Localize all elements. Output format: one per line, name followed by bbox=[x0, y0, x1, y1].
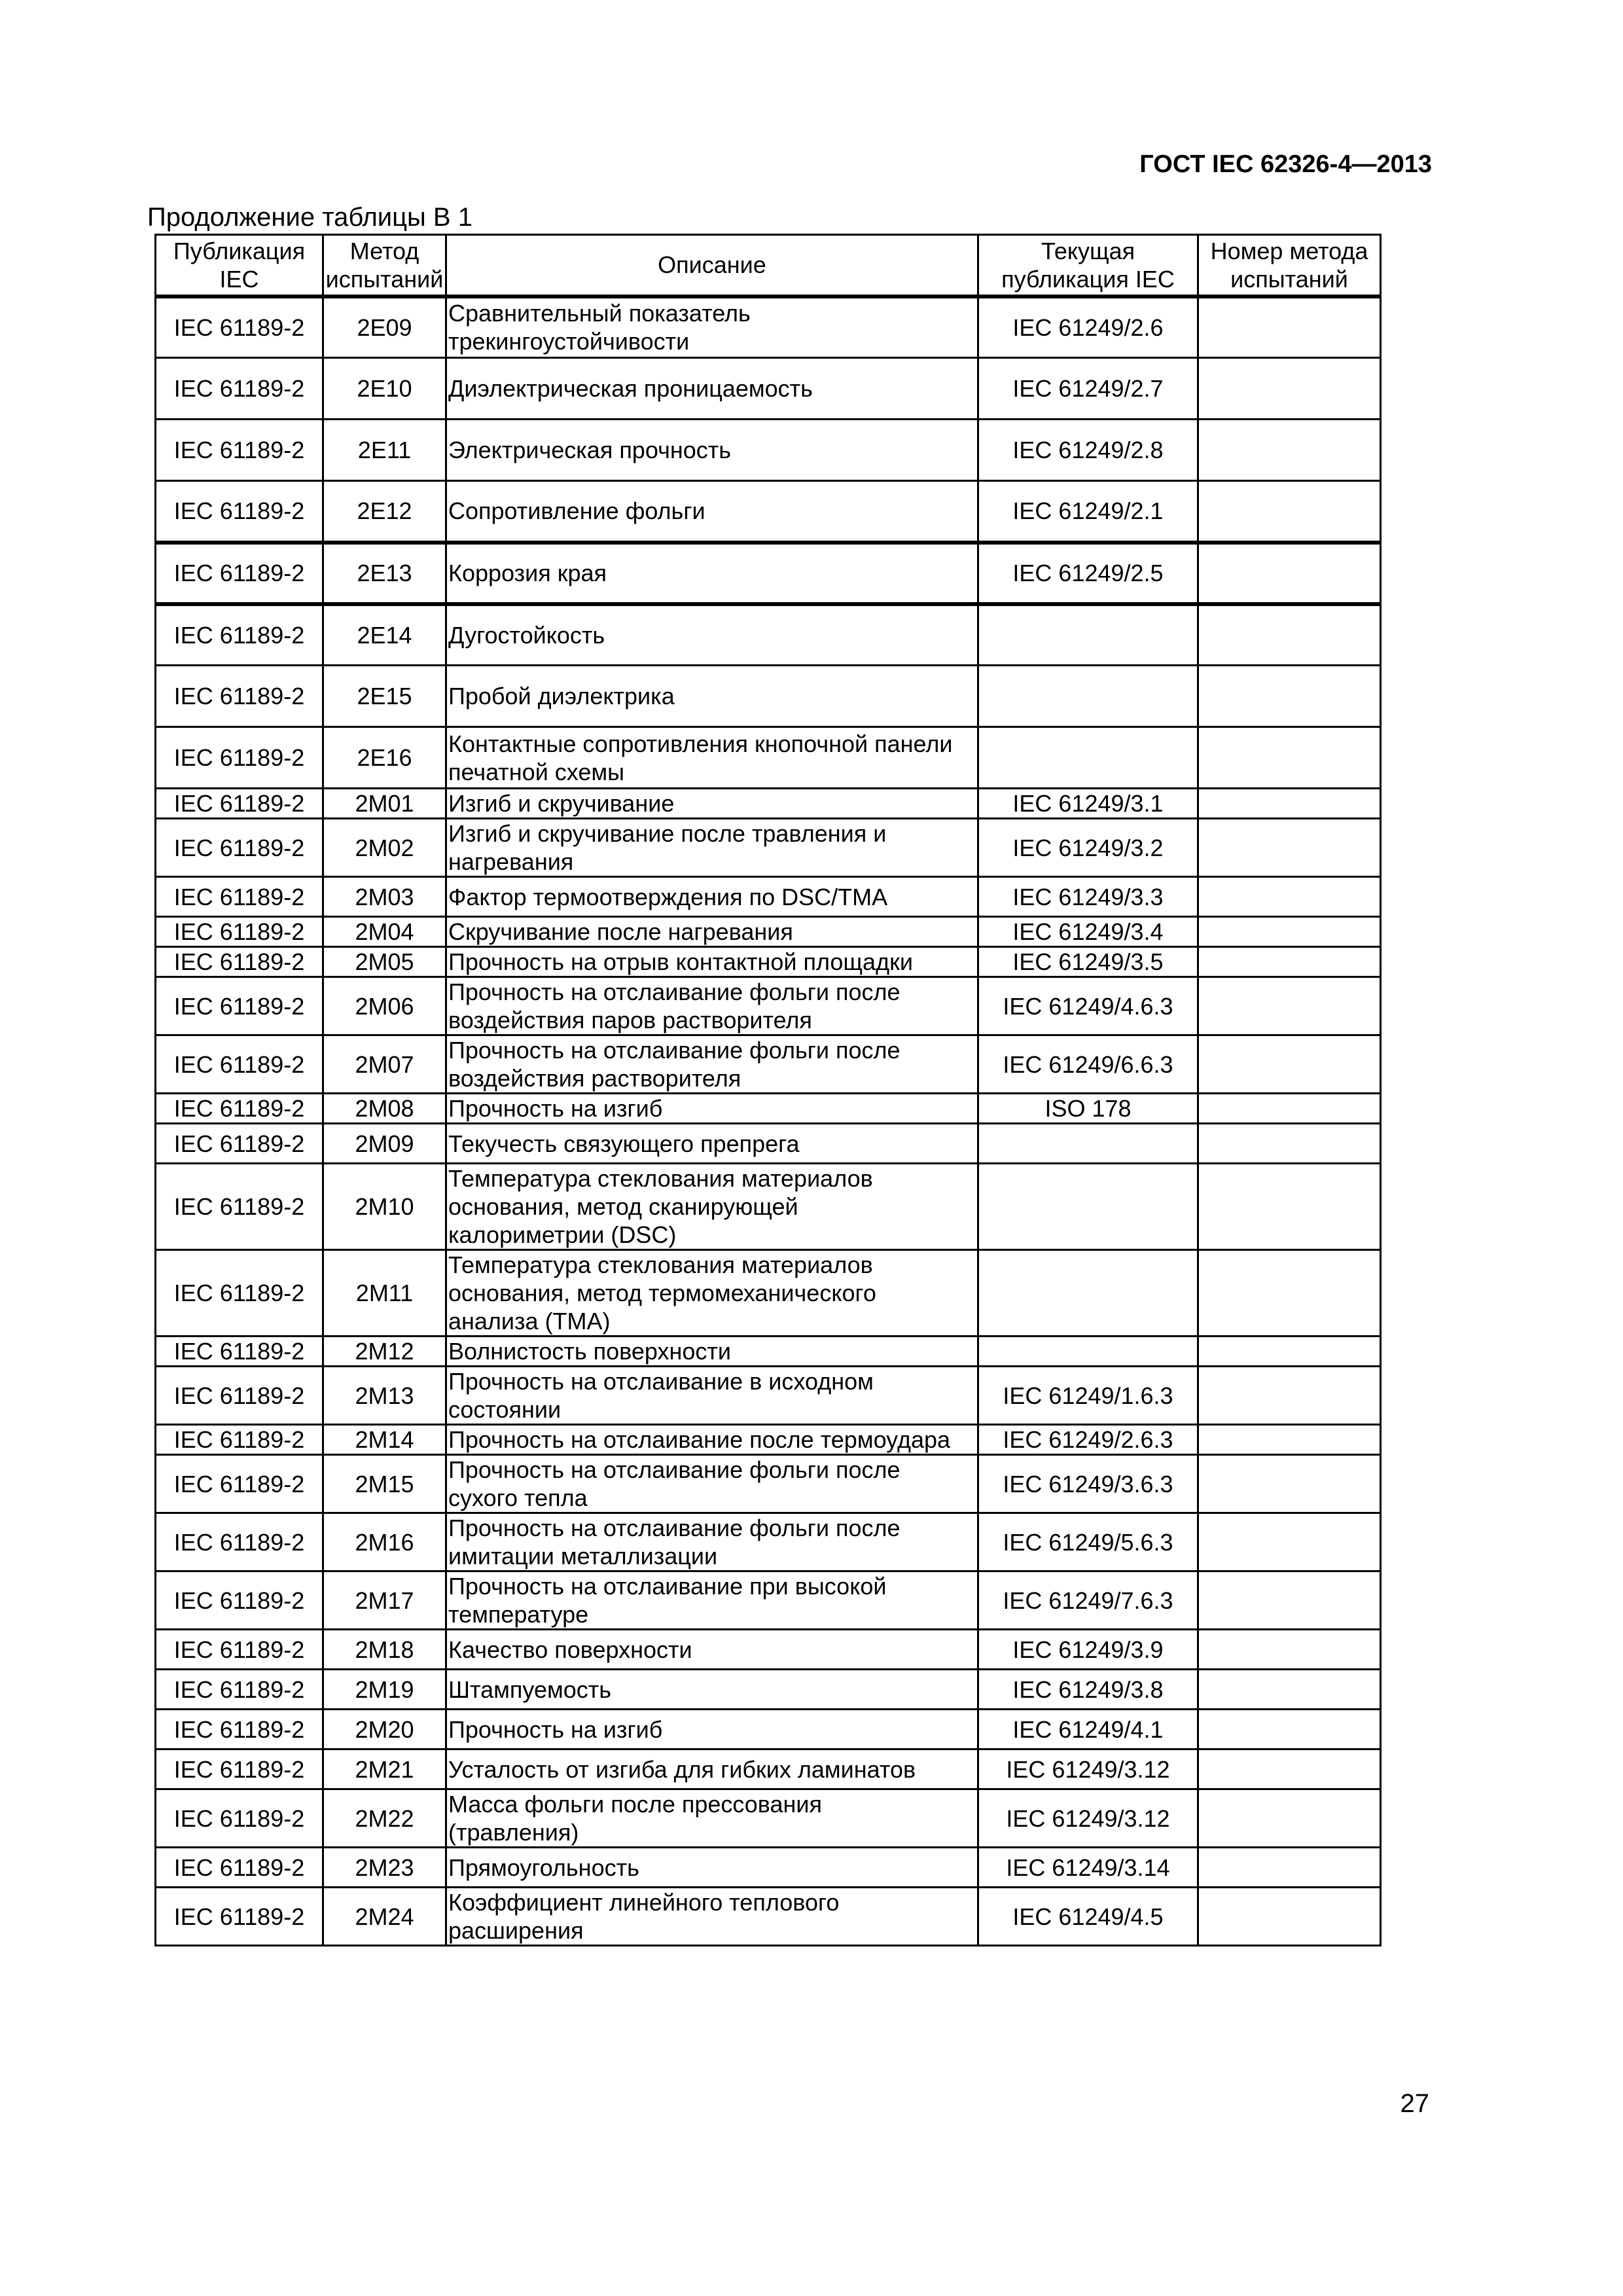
cell-current-publication: IEC 61249/3.2 bbox=[978, 819, 1198, 877]
cell-description bbox=[446, 1513, 978, 1571]
table-row bbox=[156, 819, 1381, 877]
cell-description bbox=[446, 420, 978, 481]
cell-method: 2E11 bbox=[323, 420, 446, 481]
description-line: Прочность на отслаивание фольги после bbox=[448, 1515, 901, 1541]
description-line: Масса фольги после прессования bbox=[448, 1791, 823, 1818]
cell-description bbox=[446, 789, 978, 819]
description-line: состоянии bbox=[448, 1396, 562, 1423]
page-number: 27 bbox=[1400, 2089, 1429, 2118]
description-line: Дугостойкость bbox=[448, 621, 605, 649]
cell-method-number bbox=[1198, 1094, 1381, 1124]
cell-description bbox=[446, 819, 978, 877]
table-row bbox=[156, 1710, 1381, 1749]
description-line: Сравнительный показатель bbox=[448, 300, 751, 327]
cell-description bbox=[446, 1124, 978, 1164]
table-row bbox=[156, 1513, 1381, 1571]
cell-current-publication: IEC 61249/1.6.3 bbox=[978, 1367, 1198, 1425]
description-line: Прочность на изгиб bbox=[448, 1715, 663, 1743]
cell-method: 2M06 bbox=[323, 977, 446, 1035]
cell-description bbox=[446, 604, 978, 666]
cell-description bbox=[446, 1035, 978, 1094]
description-line: Изгиб и скручивание bbox=[448, 790, 675, 817]
table-row bbox=[156, 296, 1381, 358]
table-row bbox=[156, 947, 1381, 977]
cell-description bbox=[446, 1630, 978, 1670]
description-line: (травления) bbox=[448, 1819, 579, 1846]
table-row bbox=[156, 1250, 1381, 1336]
cell-publication: IEC 61189-2 bbox=[156, 1888, 323, 1946]
cell-method: 2M01 bbox=[323, 789, 446, 819]
table-row bbox=[156, 358, 1381, 420]
table-row bbox=[156, 1455, 1381, 1513]
cell-method-number bbox=[1198, 1250, 1381, 1336]
cell-method: 2M22 bbox=[323, 1789, 446, 1848]
cell-method: 2M24 bbox=[323, 1888, 446, 1946]
description-line: основания, метод сканирующей bbox=[448, 1193, 798, 1220]
cell-method: 2M17 bbox=[323, 1571, 446, 1630]
cell-method-number bbox=[1198, 947, 1381, 977]
cell-method: 2M10 bbox=[323, 1164, 446, 1250]
description-line: имитации металлизации bbox=[448, 1543, 718, 1570]
cell-method: 2M13 bbox=[323, 1367, 446, 1425]
cell-current-publication: ISO 178 bbox=[978, 1094, 1198, 1124]
cell-current-publication: IEC 61249/7.6.3 bbox=[978, 1571, 1198, 1630]
table-row bbox=[156, 789, 1381, 819]
cell-description bbox=[446, 917, 978, 947]
cell-description bbox=[446, 1455, 978, 1513]
description-line: Изгиб и скручивание после травления и bbox=[448, 820, 887, 847]
table-row bbox=[156, 1336, 1381, 1367]
cell-description bbox=[446, 1094, 978, 1124]
cell-publication: IEC 61189-2 bbox=[156, 1789, 323, 1848]
cell-description bbox=[446, 1250, 978, 1336]
description-line: Температура стеклования материалов bbox=[448, 1251, 873, 1278]
description-line: Сопротивление фольги bbox=[448, 497, 705, 525]
cell-current-publication bbox=[978, 604, 1198, 666]
cell-current-publication bbox=[978, 1336, 1198, 1367]
cell-method-number bbox=[1198, 917, 1381, 947]
description-line: нагревания bbox=[448, 848, 574, 875]
cell-current-publication: IEC 61249/4.1 bbox=[978, 1710, 1198, 1749]
description-line: Прочность на отслаивание фольги после bbox=[448, 978, 901, 1005]
cell-current-publication: IEC 61249/3.6.3 bbox=[978, 1455, 1198, 1513]
description-line: трекингоустойчивости bbox=[448, 328, 690, 355]
description-line: Пробой диэлектрика bbox=[448, 683, 675, 709]
description-line: Прямоугольность bbox=[448, 1854, 639, 1881]
col-header-method-number: Номер метода испытаний bbox=[1198, 235, 1381, 296]
description-line: анализа (TMA) bbox=[448, 1308, 611, 1335]
cell-method-number bbox=[1198, 1035, 1381, 1094]
description-line: Текучесть связующего препрега bbox=[448, 1130, 800, 1157]
table-row bbox=[156, 1848, 1381, 1888]
cell-method-number bbox=[1198, 1630, 1381, 1670]
cell-current-publication: IEC 61249/3.12 bbox=[978, 1749, 1198, 1789]
cell-method-number bbox=[1198, 543, 1381, 604]
cell-method-number bbox=[1198, 877, 1381, 917]
cell-current-publication bbox=[978, 727, 1198, 789]
cell-publication: IEC 61189-2 bbox=[156, 1124, 323, 1164]
cell-publication: IEC 61189-2 bbox=[156, 1848, 323, 1888]
cell-description bbox=[446, 1571, 978, 1630]
cell-publication: IEC 61189-2 bbox=[156, 1367, 323, 1425]
table-row bbox=[156, 1789, 1381, 1848]
cell-publication: IEC 61189-2 bbox=[156, 1250, 323, 1336]
cell-description bbox=[446, 1425, 978, 1455]
cell-method-number bbox=[1198, 1455, 1381, 1513]
cell-method: 2M14 bbox=[323, 1425, 446, 1455]
cell-method-number bbox=[1198, 420, 1381, 481]
cell-method-number bbox=[1198, 819, 1381, 877]
table-row bbox=[156, 877, 1381, 917]
cell-publication: IEC 61189-2 bbox=[156, 977, 323, 1035]
cell-method-number bbox=[1198, 789, 1381, 819]
cell-method-number bbox=[1198, 1425, 1381, 1455]
cell-publication: IEC 61189-2 bbox=[156, 1749, 323, 1789]
cell-description bbox=[446, 727, 978, 789]
cell-publication: IEC 61189-2 bbox=[156, 1336, 323, 1367]
table-row bbox=[156, 1630, 1381, 1670]
cell-current-publication bbox=[978, 1164, 1198, 1250]
description-line: воздействия растворителя bbox=[448, 1065, 741, 1092]
cell-publication: IEC 61189-2 bbox=[156, 543, 323, 604]
cell-description bbox=[446, 977, 978, 1035]
cell-method-number bbox=[1198, 1749, 1381, 1789]
cell-method: 2E09 bbox=[323, 296, 446, 358]
cell-current-publication: IEC 61249/3.14 bbox=[978, 1848, 1198, 1888]
col-header-method: Метод испытаний bbox=[323, 235, 446, 296]
col-header-current-publication: Текущая публикация IEC bbox=[978, 235, 1198, 296]
cell-description bbox=[446, 877, 978, 917]
cell-current-publication bbox=[978, 1250, 1198, 1336]
cell-description bbox=[446, 358, 978, 420]
table-row bbox=[156, 1888, 1381, 1946]
cell-description bbox=[446, 1367, 978, 1425]
description-line: Штампуемость bbox=[448, 1676, 611, 1703]
cell-publication: IEC 61189-2 bbox=[156, 296, 323, 358]
cell-method: 2M16 bbox=[323, 1513, 446, 1571]
table-row bbox=[156, 1164, 1381, 1250]
cell-publication: IEC 61189-2 bbox=[156, 877, 323, 917]
cell-publication: IEC 61189-2 bbox=[156, 1630, 323, 1670]
cell-publication: IEC 61189-2 bbox=[156, 481, 323, 543]
col-header-description: Описание bbox=[446, 235, 978, 296]
table-row bbox=[156, 1670, 1381, 1710]
cell-method: 2M05 bbox=[323, 947, 446, 977]
cell-publication: IEC 61189-2 bbox=[156, 666, 323, 727]
cell-current-publication: IEC 61249/3.12 bbox=[978, 1789, 1198, 1848]
cell-publication: IEC 61189-2 bbox=[156, 1035, 323, 1094]
cell-current-publication: IEC 61249/4.5 bbox=[978, 1888, 1198, 1946]
cell-description bbox=[446, 1164, 978, 1250]
description-line: воздействия паров растворителя bbox=[448, 1007, 812, 1033]
cell-method: 2M15 bbox=[323, 1455, 446, 1513]
table-row bbox=[156, 1035, 1381, 1094]
cell-method: 2E14 bbox=[323, 604, 446, 666]
cell-publication: IEC 61189-2 bbox=[156, 789, 323, 819]
cell-current-publication: IEC 61249/3.5 bbox=[978, 947, 1198, 977]
cell-publication: IEC 61189-2 bbox=[156, 1094, 323, 1124]
table-row bbox=[156, 1094, 1381, 1124]
cell-method: 2M08 bbox=[323, 1094, 446, 1124]
cell-current-publication: IEC 61249/2.8 bbox=[978, 420, 1198, 481]
methods-table-container bbox=[154, 234, 1380, 1946]
description-line: сухого тепла bbox=[448, 1484, 588, 1511]
cell-method-number bbox=[1198, 1513, 1381, 1571]
description-line: Электрическая прочность bbox=[448, 437, 731, 463]
description-line: Диэлектрическая проницаемость bbox=[448, 375, 813, 402]
cell-current-publication: IEC 61249/4.6.3 bbox=[978, 977, 1198, 1035]
cell-publication: IEC 61189-2 bbox=[156, 947, 323, 977]
table-row bbox=[156, 977, 1381, 1035]
cell-description bbox=[446, 296, 978, 358]
description-line: калориметрии (DSC) bbox=[448, 1221, 677, 1248]
cell-current-publication: IEC 61249/3.1 bbox=[978, 789, 1198, 819]
table-row bbox=[156, 543, 1381, 604]
methods-table bbox=[154, 234, 1382, 1946]
cell-publication: IEC 61189-2 bbox=[156, 358, 323, 420]
cell-method: 2E15 bbox=[323, 666, 446, 727]
cell-method: 2E16 bbox=[323, 727, 446, 789]
cell-method-number bbox=[1198, 1888, 1381, 1946]
cell-method: 2M03 bbox=[323, 877, 446, 917]
description-line: Температура стеклования материалов bbox=[448, 1165, 873, 1192]
cell-method-number bbox=[1198, 1848, 1381, 1888]
table-body bbox=[156, 296, 1381, 1946]
description-line: Фактор термоотверждения по DSC/TMA bbox=[448, 883, 888, 910]
description-line: Прочность на отслаивание после термоудара bbox=[448, 1426, 951, 1453]
cell-current-publication: IEC 61249/5.6.3 bbox=[978, 1513, 1198, 1571]
cell-method: 2M20 bbox=[323, 1710, 446, 1749]
cell-publication: IEC 61189-2 bbox=[156, 1571, 323, 1630]
cell-method-number bbox=[1198, 1789, 1381, 1848]
cell-current-publication: IEC 61249/3.8 bbox=[978, 1670, 1198, 1710]
cell-method: 2E12 bbox=[323, 481, 446, 543]
cell-publication: IEC 61189-2 bbox=[156, 819, 323, 877]
cell-method: 2M21 bbox=[323, 1749, 446, 1789]
table-row bbox=[156, 1124, 1381, 1164]
cell-method: 2M11 bbox=[323, 1250, 446, 1336]
col-header-publication: Публикация IEC bbox=[156, 235, 323, 296]
header-row bbox=[156, 235, 1381, 296]
cell-method-number bbox=[1198, 358, 1381, 420]
cell-current-publication: IEC 61249/3.4 bbox=[978, 917, 1198, 947]
description-line: основания, метод термомеханического bbox=[448, 1280, 876, 1306]
description-line: Прочность на отслаивание фольги после bbox=[448, 1456, 901, 1483]
description-line: Прочность на отрыв контактной площадки bbox=[448, 948, 913, 975]
table-row bbox=[156, 1367, 1381, 1425]
cell-publication: IEC 61189-2 bbox=[156, 1164, 323, 1250]
description-line: Прочность на отслаивание фольги после bbox=[448, 1037, 901, 1064]
cell-publication: IEC 61189-2 bbox=[156, 1670, 323, 1710]
cell-publication: IEC 61189-2 bbox=[156, 1455, 323, 1513]
cell-method: 2M07 bbox=[323, 1035, 446, 1094]
cell-method: 2M19 bbox=[323, 1670, 446, 1710]
cell-method-number bbox=[1198, 1571, 1381, 1630]
cell-method: 2M23 bbox=[323, 1848, 446, 1888]
cell-description bbox=[446, 666, 978, 727]
cell-description bbox=[446, 1888, 978, 1946]
cell-description bbox=[446, 947, 978, 977]
cell-description bbox=[446, 481, 978, 543]
description-line: Качество поверхности bbox=[448, 1636, 692, 1663]
cell-method-number bbox=[1198, 727, 1381, 789]
cell-description bbox=[446, 1670, 978, 1710]
table-row bbox=[156, 1425, 1381, 1455]
cell-method-number bbox=[1198, 977, 1381, 1035]
cell-method: 2M04 bbox=[323, 917, 446, 947]
description-line: Прочность на отслаивание при высокой bbox=[448, 1573, 887, 1600]
cell-publication: IEC 61189-2 bbox=[156, 917, 323, 947]
description-line: расширения bbox=[448, 1917, 584, 1944]
table-row bbox=[156, 1749, 1381, 1789]
cell-publication: IEC 61189-2 bbox=[156, 1710, 323, 1749]
description-line: Скручивание после нагревания bbox=[448, 918, 793, 945]
cell-method: 2E10 bbox=[323, 358, 446, 420]
table-row bbox=[156, 420, 1381, 481]
cell-method-number bbox=[1198, 481, 1381, 543]
cell-description bbox=[446, 1710, 978, 1749]
cell-description bbox=[446, 1749, 978, 1789]
cell-current-publication: IEC 61249/3.3 bbox=[978, 877, 1198, 917]
table-header bbox=[156, 235, 1381, 296]
cell-method-number bbox=[1198, 1367, 1381, 1425]
cell-description bbox=[446, 1789, 978, 1848]
cell-method: 2M09 bbox=[323, 1124, 446, 1164]
cell-current-publication bbox=[978, 1124, 1198, 1164]
table-caption: Продолжение таблицы В 1 bbox=[147, 203, 473, 232]
cell-description bbox=[446, 543, 978, 604]
cell-publication: IEC 61189-2 bbox=[156, 1425, 323, 1455]
cell-method: 2M02 bbox=[323, 819, 446, 877]
cell-publication: IEC 61189-2 bbox=[156, 1513, 323, 1571]
cell-method-number bbox=[1198, 1124, 1381, 1164]
table-row bbox=[156, 917, 1381, 947]
cell-publication: IEC 61189-2 bbox=[156, 420, 323, 481]
table-row bbox=[156, 481, 1381, 543]
table-row bbox=[156, 727, 1381, 789]
cell-current-publication: IEC 61249/2.1 bbox=[978, 481, 1198, 543]
description-line: Коэффициент линейного теплового bbox=[448, 1889, 840, 1916]
cell-current-publication: IEC 61249/2.7 bbox=[978, 358, 1198, 420]
cell-description bbox=[446, 1336, 978, 1367]
description-line: Прочность на отслаивание в исходном bbox=[448, 1368, 874, 1395]
cell-current-publication: IEC 61249/2.5 bbox=[978, 543, 1198, 604]
cell-current-publication: IEC 61249/6.6.3 bbox=[978, 1035, 1198, 1094]
cell-method-number bbox=[1198, 1710, 1381, 1749]
description-line: Контактные сопротивления кнопочной панели bbox=[448, 730, 953, 757]
cell-description bbox=[446, 1848, 978, 1888]
cell-method-number bbox=[1198, 1164, 1381, 1250]
cell-method-number bbox=[1198, 1336, 1381, 1367]
description-line: Коррозия края bbox=[448, 560, 607, 586]
cell-current-publication: IEC 61249/2.6.3 bbox=[978, 1425, 1198, 1455]
description-line: температуре bbox=[448, 1601, 589, 1628]
description-line: Усталость от изгиба для гибких ламинатов bbox=[448, 1755, 916, 1783]
description-line: печатной схемы bbox=[448, 758, 625, 785]
cell-method-number bbox=[1198, 296, 1381, 358]
cell-method-number bbox=[1198, 666, 1381, 727]
table-row bbox=[156, 666, 1381, 727]
table-row bbox=[156, 604, 1381, 666]
document-code: ГОСТ IEC 62326-4—2013 bbox=[1139, 151, 1432, 178]
description-line: Прочность на изгиб bbox=[448, 1095, 663, 1122]
cell-method: 2M18 bbox=[323, 1630, 446, 1670]
description-line: Волнистость поверхности bbox=[448, 1338, 731, 1365]
table-row bbox=[156, 1571, 1381, 1630]
cell-current-publication: IEC 61249/2.6 bbox=[978, 296, 1198, 358]
cell-current-publication bbox=[978, 666, 1198, 727]
cell-method: 2M12 bbox=[323, 1336, 446, 1367]
cell-publication: IEC 61189-2 bbox=[156, 604, 323, 666]
cell-method-number bbox=[1198, 1670, 1381, 1710]
cell-method: 2E13 bbox=[323, 543, 446, 604]
cell-current-publication: IEC 61249/3.9 bbox=[978, 1630, 1198, 1670]
cell-method-number bbox=[1198, 604, 1381, 666]
cell-publication: IEC 61189-2 bbox=[156, 727, 323, 789]
